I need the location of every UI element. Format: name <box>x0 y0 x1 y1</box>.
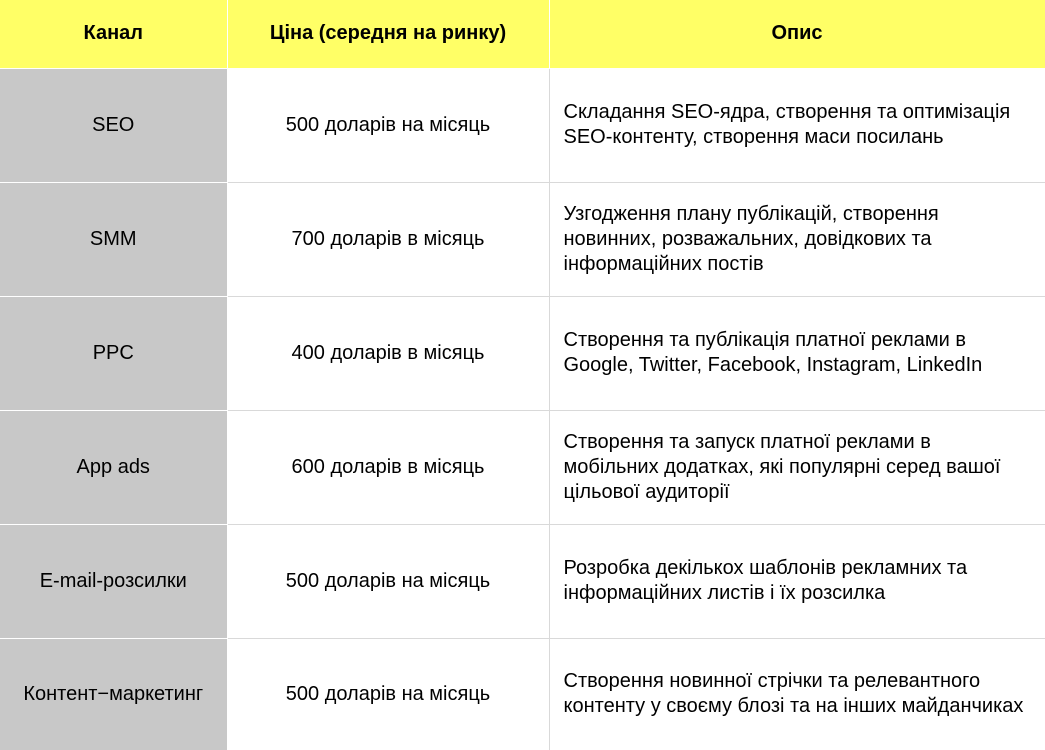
table-header <box>0 0 1045 68</box>
header-channel: Канал <box>0 0 227 68</box>
table-row <box>0 524 1045 638</box>
channel-cell: SMM <box>0 182 227 296</box>
header-price: Ціна (середня на ринку) <box>227 0 549 68</box>
channel-cell: App ads <box>0 410 227 524</box>
price-cell: 500 доларів на місяць <box>227 524 549 638</box>
table-body <box>0 68 1045 750</box>
header-description: Опис <box>549 0 1045 68</box>
table-row <box>0 182 1045 296</box>
description-cell: Створення та запуск платної реклами в мобільних додатках, які популярні серед вашої цільової аудиторії <box>549 410 1045 524</box>
table-row <box>0 68 1045 182</box>
description-cell: Узгодження плану публікацій, створення новинних, розважальних, довідкових та інформаційних постів <box>549 182 1045 296</box>
header-row <box>0 0 1045 68</box>
channel-cell: E-mail-розсилки <box>0 524 227 638</box>
price-cell: 500 доларів на місяць <box>227 638 549 750</box>
channel-cell: SEO <box>0 68 227 182</box>
price-cell: 600 доларів в місяць <box>227 410 549 524</box>
channel-cell: PPC <box>0 296 227 410</box>
price-cell: 400 доларів в місяць <box>227 296 549 410</box>
description-cell: Створення та публікація платної реклами в Google, Twitter, Facebook, Instagram, LinkedIn <box>549 296 1045 410</box>
table-row <box>0 638 1045 750</box>
table-row <box>0 410 1045 524</box>
channel-cell: Контент−маркетинг <box>0 638 227 750</box>
description-cell: Розробка декількох шаблонів рекламних та інформаційних листів і їх розсилка <box>549 524 1045 638</box>
description-cell: Створення новинної стрічки та релевантного контенту у своєму блозі та на інших майданчиках <box>549 638 1045 750</box>
price-cell: 700 доларів в місяць <box>227 182 549 296</box>
table-row <box>0 296 1045 410</box>
description-cell: Складання SEO-ядра, створення та оптимізація SEO-контенту, створення маси посилань <box>549 68 1045 182</box>
price-cell: 500 доларів на місяць <box>227 68 549 182</box>
